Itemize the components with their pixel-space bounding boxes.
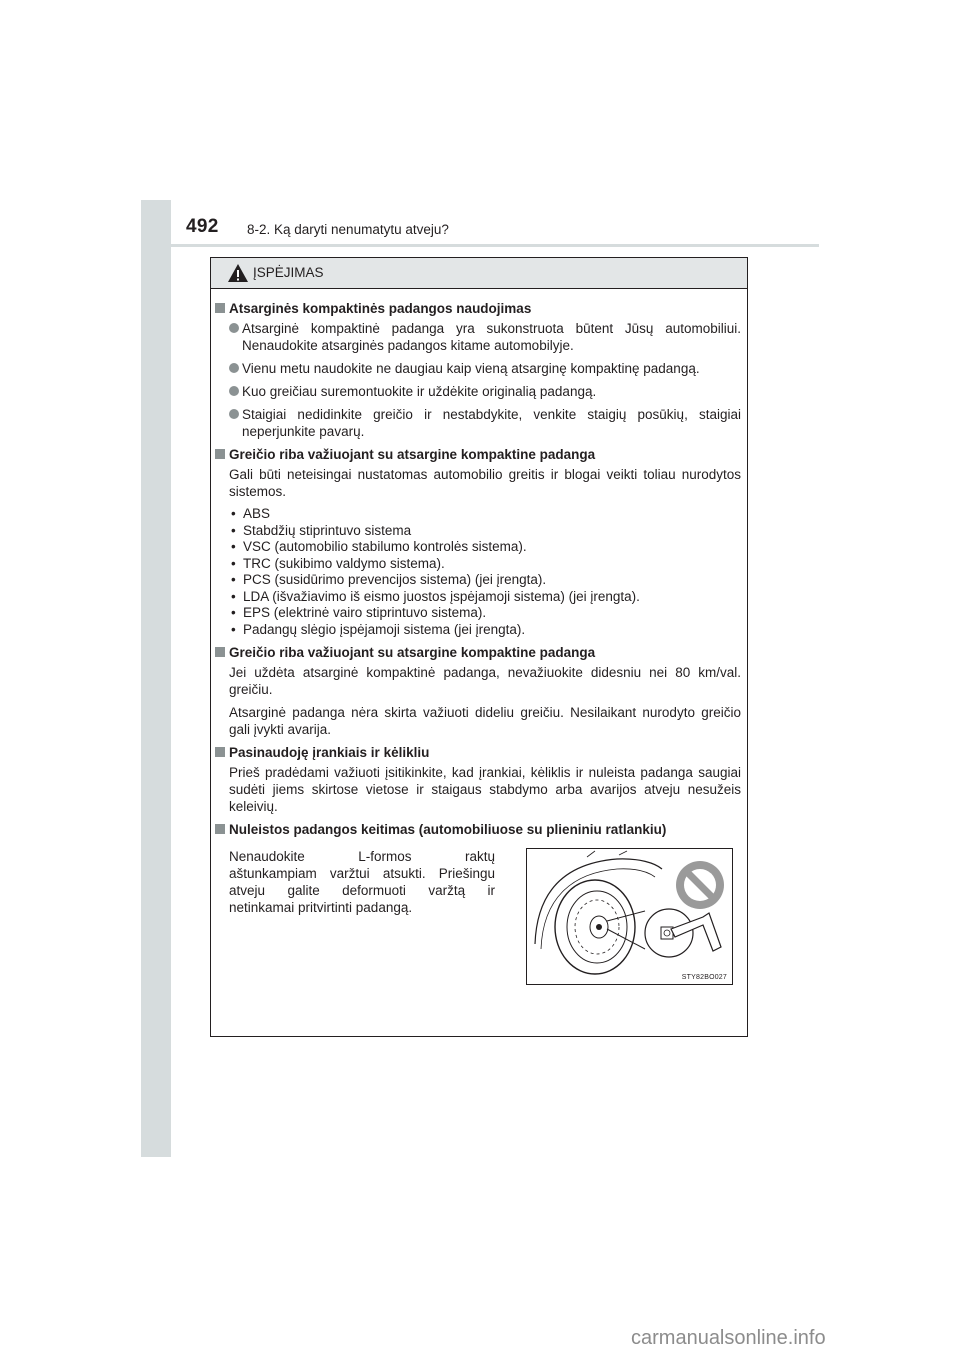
list-item: • Padangų slėgio įspėjamoji sistema (jei įrengta). xyxy=(231,621,526,637)
paragraph: Atsarginė padanga nėra skirta važiuoti dideliu greičiu. Nesilaikant nurodyto greičio gali įvykti avarija. xyxy=(229,705,741,737)
list-item: • TRC (sukibimo valdymo sistema). xyxy=(231,555,445,571)
wheel-lwrench-illustration-icon xyxy=(527,849,732,984)
header-rule xyxy=(141,244,819,247)
round-bullet-icon xyxy=(229,363,239,373)
paragraph: Gali būti neteisingai nustatomas automobilio greitis ir blogai veikti toliau nurodytos sistemos. xyxy=(229,467,741,499)
section-heading: Nuleistos padangos keitimas (automobiliuose su plieniniu ratlankiu) xyxy=(215,821,741,838)
watermark: carmanualsonline.info xyxy=(631,1327,826,1349)
wheel-illustration xyxy=(526,848,733,985)
page-number: 492 xyxy=(186,216,219,237)
list-item: • PCS (susidūrimo prevencijos sistema) (jei įrengta). xyxy=(231,572,547,587)
square-bullet-icon xyxy=(215,824,225,834)
section-heading: Atsarginės kompaktinės padangos naudojimas xyxy=(215,300,741,317)
list-item: • LDA (išvažiavimo iš eismo juostos įspėjamoji sistema) (jei įrengta). xyxy=(231,588,640,604)
side-band xyxy=(141,200,171,1157)
warning-box xyxy=(210,257,748,1037)
list-item: • EPS (elektrinė vairo stiprintuvo sistema). xyxy=(231,605,487,620)
bullet-item: Kuo greičiau suremontuokite ir uždėkite originalią padangą. xyxy=(215,383,741,400)
bullet-item: Atsarginė kompaktinė padanga yra sukonstruota būtent Jūsų automobiliui. Nenaudokite atsarginės padangos kitame automobilyje. xyxy=(215,320,741,354)
section-heading: Pasinaudoję įrankiais ir kėlikliu xyxy=(215,744,741,761)
warning-title: ĮSPĖJIMAS xyxy=(253,265,324,280)
square-bullet-icon xyxy=(215,449,225,459)
warning-header xyxy=(211,258,747,289)
square-bullet-icon xyxy=(215,647,225,657)
paragraph: Prieš pradėdami važiuoti įsitikinkite, kad įrankiai, kėliklis ir nuleista padanga saugiai sudėti jiems skirtose vietose ir staigaus stabdymo arba avarijos atveju nesužeis keleivių. xyxy=(229,765,741,814)
warning-triangle-icon xyxy=(227,263,249,283)
section-heading: Greičio riba važiuojant su atsargine kompaktine padanga xyxy=(215,446,741,463)
round-bullet-icon xyxy=(229,386,239,396)
round-bullet-icon xyxy=(229,409,239,419)
round-bullet-icon xyxy=(229,323,239,333)
list-item: • Stabdžių stiprintuvo sistema xyxy=(231,522,412,538)
figure-code: STY82BO027 xyxy=(681,974,727,981)
running-title: 8-2. Ką daryti nenumatytu atveju? xyxy=(247,222,449,237)
list-item: • ABS xyxy=(231,506,271,521)
section-heading: Greičio riba važiuojant su atsargine kompaktine padanga xyxy=(215,644,741,661)
bullet-item: Staigiai nedidinkite greičio ir nestabdykite, venkite staigių posūkių, staigiai neperjunkite pavarų. xyxy=(215,406,741,440)
square-bullet-icon xyxy=(215,303,225,313)
paragraph: Jei uždėta atsarginė kompaktinė padanga, nevažiuokite didesniu nei 80 km/val. greičiu. xyxy=(229,665,741,697)
systems-list xyxy=(215,506,741,638)
figure-row xyxy=(215,848,741,988)
list-item: • VSC (automobilio stabilumo kontrolės sistema). xyxy=(231,539,527,554)
warning-content xyxy=(215,300,741,988)
bullet-item: Vienu metu naudokite ne daugiau kaip vieną atsarginę kompaktinę padangą. xyxy=(215,360,741,377)
square-bullet-icon xyxy=(215,747,225,757)
figure-caption-text: Nenaudokite L-formos raktų aštunkampiam varžtui atsukti. Priešingu atveju galite deformuoti varžtą ir netinkamai pritvirtinti padangą. xyxy=(229,849,495,915)
